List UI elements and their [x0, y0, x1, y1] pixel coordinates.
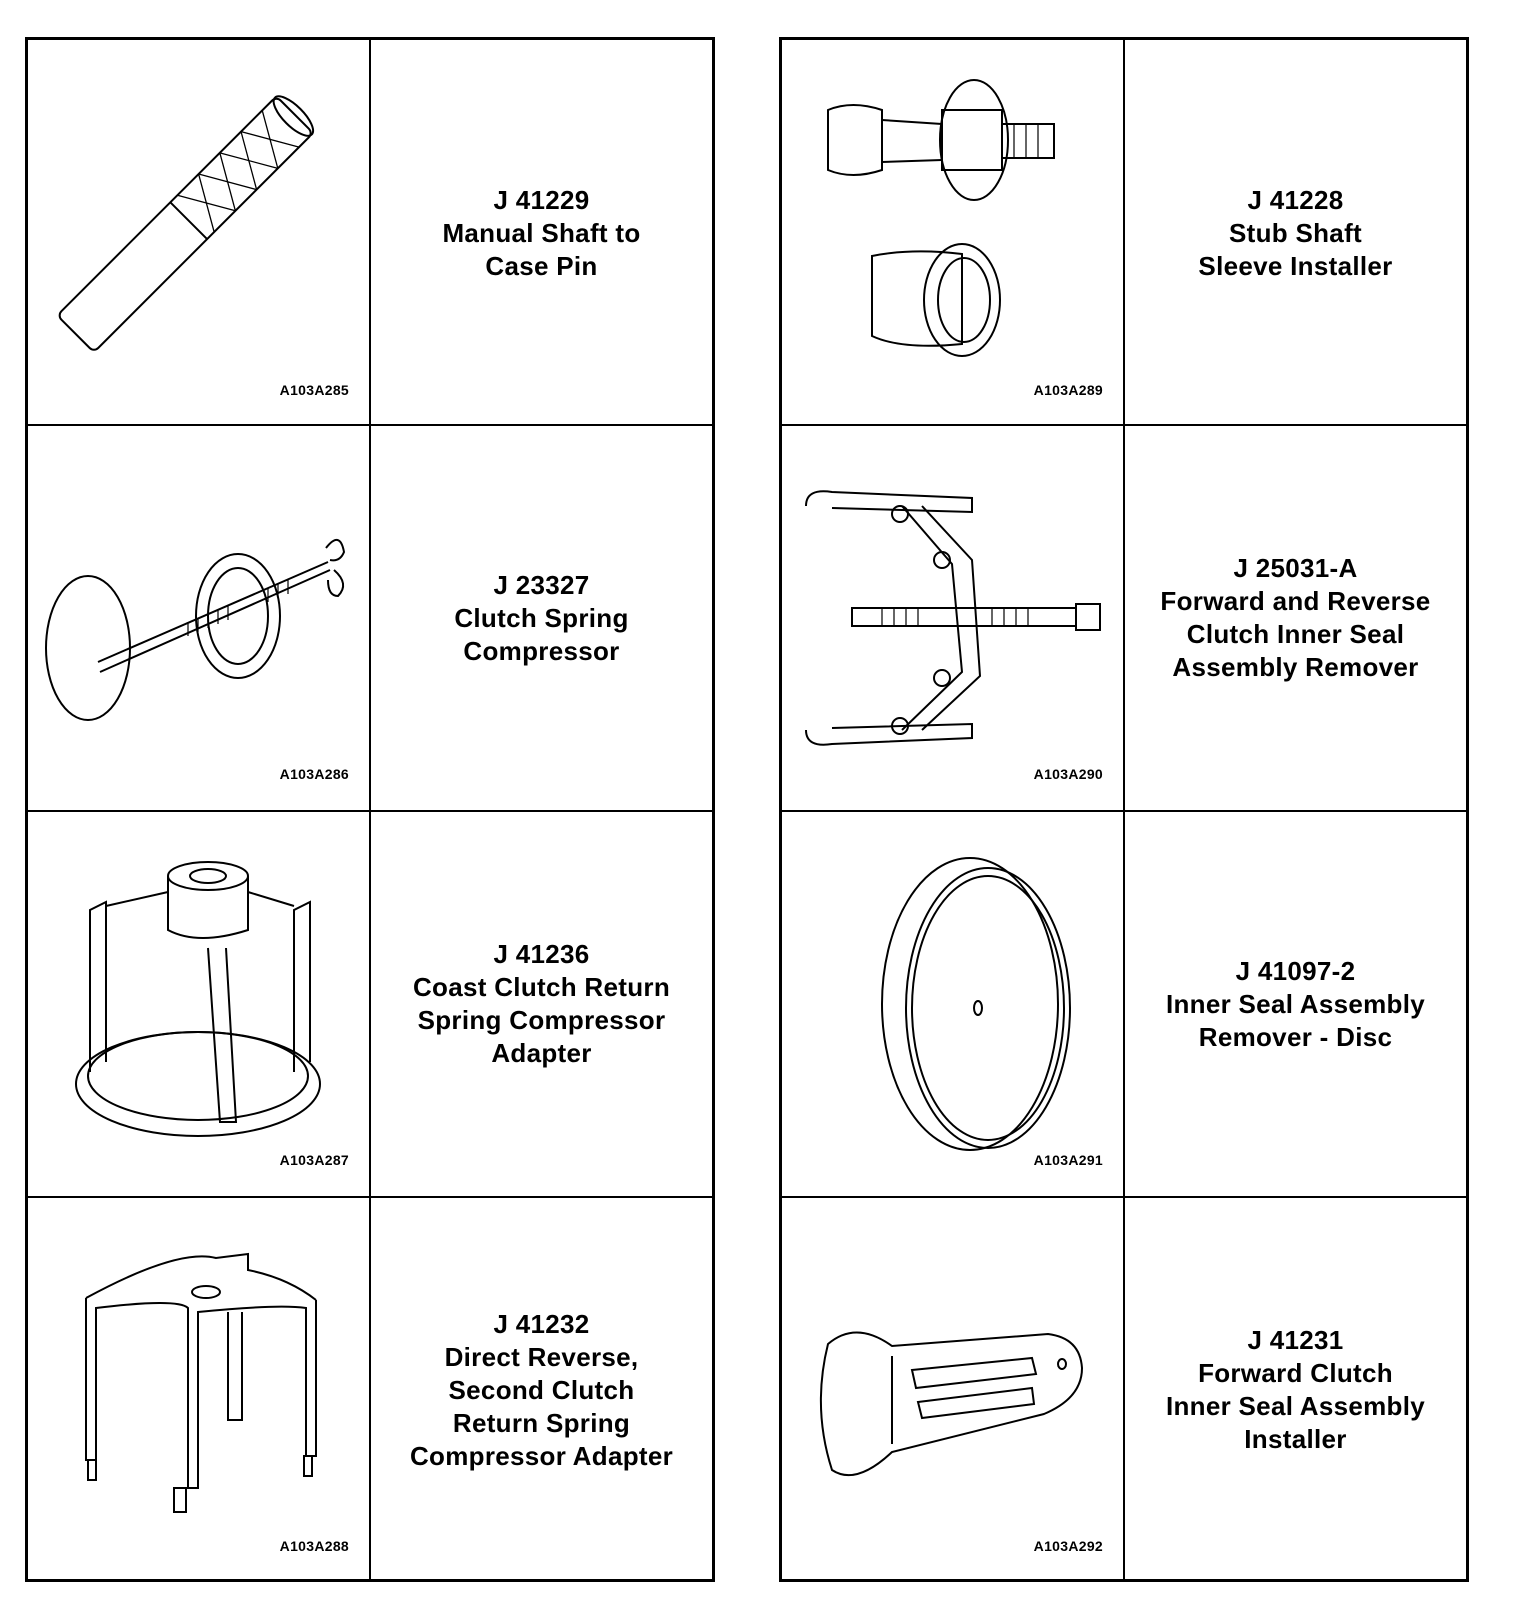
disc-icon [792, 822, 1112, 1152]
tool-number: J 41231 [1247, 1325, 1344, 1355]
tool-illustration-cell [782, 426, 1125, 810]
tool-description [371, 40, 712, 426]
tool-description [371, 812, 712, 1196]
figure-code: A103A287 [279, 1152, 349, 1168]
tool-name-line: Spring Compressor [417, 1005, 666, 1035]
tool-illustration-cell [28, 40, 371, 426]
tool-description [371, 426, 712, 810]
tool-row [28, 40, 712, 426]
figure-code: A103A288 [279, 1538, 349, 1554]
tool-name-line: Stub Shaft [1229, 217, 1362, 248]
tool-row [782, 40, 1466, 426]
tool-number: J 41097-2 [1235, 955, 1356, 986]
tool-name-line: Forward Clutch [1198, 1358, 1393, 1388]
leg-adapter-icon [38, 1208, 358, 1538]
tool-number: J 23327 [493, 569, 590, 600]
tool-name-line: Forward and Reverse [1160, 586, 1431, 616]
tool-illustration-cell [28, 812, 371, 1196]
tool-name-line: Manual Shaft to [442, 217, 641, 248]
spring-compressor-icon [38, 436, 358, 766]
tool-name-line: Remover - Disc [1198, 1021, 1393, 1052]
tool-row [28, 810, 712, 1196]
tool-illustration-cell [782, 1198, 1125, 1582]
figure-code: A103A291 [1033, 1152, 1103, 1168]
figure-code: A103A285 [279, 382, 349, 398]
tool-name-line: Case Pin [485, 250, 598, 281]
seal-installer-icon [792, 1208, 1112, 1538]
tool-description [1125, 812, 1466, 1196]
tool-name-line: Direct Reverse, [444, 1341, 639, 1372]
tool-illustration-cell [782, 812, 1125, 1196]
tool-name-line: Assembly Remover [1172, 652, 1419, 682]
tool-number: J 25031-A [1233, 553, 1358, 583]
tool-row [782, 1196, 1466, 1582]
tool-row [28, 424, 712, 810]
tool-name-line: Second Clutch [448, 1374, 635, 1405]
tool-table-right [779, 37, 1469, 1582]
puller-icon [792, 436, 1112, 766]
knurled-pin-icon [38, 50, 358, 380]
tool-number: J 41232 [493, 1308, 590, 1339]
ring-adapter-icon [38, 822, 358, 1152]
tool-illustration-cell [28, 426, 371, 810]
tool-row [28, 1196, 712, 1582]
tool-description [1125, 426, 1466, 810]
tool-number: J 41229 [493, 184, 590, 215]
tool-row [782, 424, 1466, 810]
figure-code: A103A292 [1033, 1538, 1103, 1554]
tool-name-line: Inner Seal Assembly [1165, 1391, 1426, 1421]
tool-name-line: Clutch Spring [454, 602, 629, 633]
tool-name-line: Sleeve Installer [1198, 250, 1393, 281]
tool-illustration-cell [782, 40, 1125, 426]
tool-row [782, 810, 1466, 1196]
figure-code: A103A286 [279, 766, 349, 782]
figure-code: A103A289 [1033, 382, 1103, 398]
tool-name-line: Compressor Adapter [409, 1440, 674, 1471]
tool-number: J 41236 [493, 939, 590, 969]
tool-name-line: Return Spring [452, 1407, 631, 1438]
tool-name-line: Clutch Inner Seal [1186, 619, 1405, 649]
tool-name-line: Adapter [491, 1038, 592, 1068]
sleeve-installer-icon [792, 50, 1112, 380]
tool-name-line: Coast Clutch Return [412, 972, 671, 1002]
tool-table-left [25, 37, 715, 1582]
tool-number: J 41228 [1247, 184, 1344, 215]
tool-description [371, 1198, 712, 1582]
figure-code: A103A290 [1033, 766, 1103, 782]
tool-description [1125, 1198, 1466, 1582]
tool-name-line: Inner Seal Assembly [1165, 988, 1426, 1019]
tool-name-line: Compressor [463, 635, 620, 666]
tool-name-line: Installer [1244, 1424, 1347, 1454]
tool-illustration-cell [28, 1198, 371, 1582]
tool-description [1125, 40, 1466, 426]
